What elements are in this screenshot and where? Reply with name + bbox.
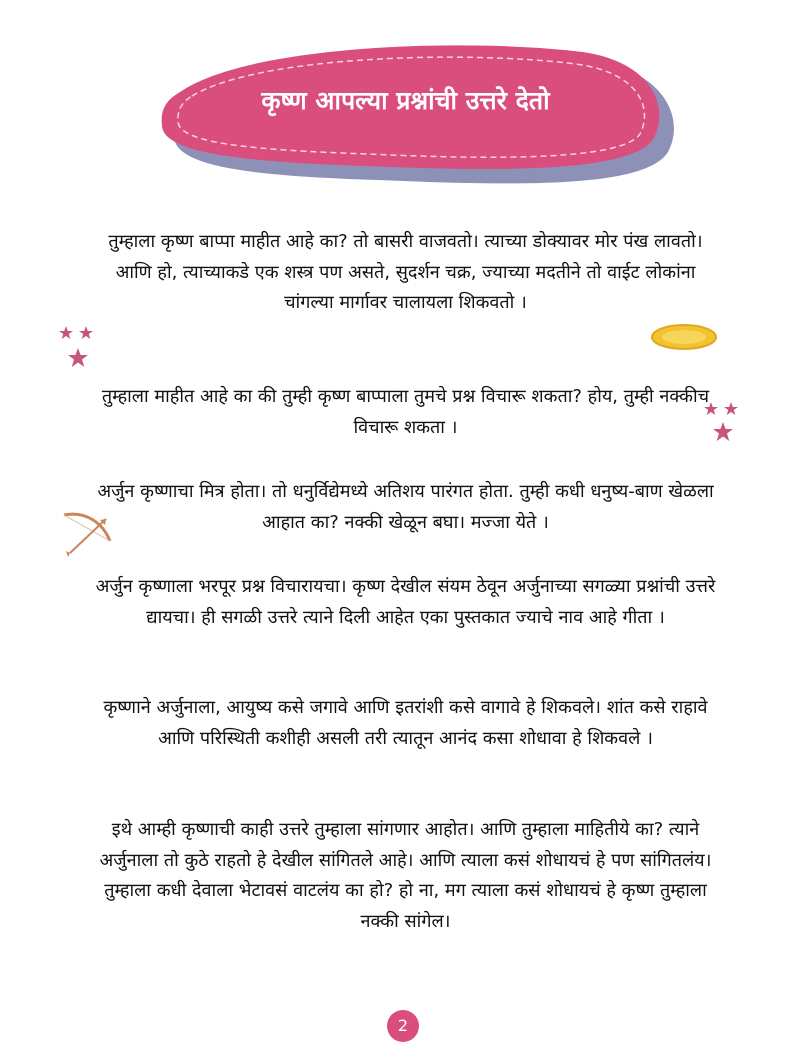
paragraph-1: तुम्हाला कृष्ण बाप्पा माहीत आहे का? तो बासरी वाजवतो। त्याच्या डोक्यावर मोर पंख लावतो। आणि हो, त्याच्याकडे एक शस्त्र पण असते, सुदर्शन चक्र, ज्याच्या मदतीने तो वाईट लोकांना चांगल्या मार्गावर चालायला शिकवतो । [108, 231, 703, 313]
page-title: कृष्ण आपल्या प्रश्नांची उत्तरे देतो [261, 86, 550, 115]
paragraph-3: अर्जुन कृष्णाचा मित्र होता। तो धनुर्विद्येमध्ये अतिशय पारंगत होता. तुम्ही कधी धनुष्य-बाण खेळला आहात का? नक्की खेळून बघा। मज्जा येते । [97, 481, 714, 533]
paragraph-2: तुम्हाला माहीत आहे का की तुम्ही कृष्ण बाप्पाला तुमचे प्रश्न विचारू शकता? होय, तुम्ही नक्कीच विचारू शकता । [101, 386, 710, 438]
page-number: 2 [387, 1010, 419, 1042]
paragraph-4: अर्जुन कृष्णाला भरपूर प्रश्न विचारायचा। कृष्ण देखील संयम ठेवून अर्जुनाच्या सगळ्या प्रश्नांची उत्तरे द्यायचा। ही सगळी उत्तरे त्याने दिली आहेत एका पुस्तकात ज्याचे नाव आहे गीता । [95, 576, 716, 628]
stars-icon-right [703, 400, 743, 446]
bow-arrow-icon [58, 507, 118, 559]
stars-icon [58, 322, 100, 374]
paragraph-6: इथे आम्ही कृष्णाची काही उत्तरे तुम्हाला सांगणार आहोत। आणि तुम्हाला माहितीये का? त्याने अर्जुनाला तो कुठे राहतो हे देखील सांगितले आहे। आणि त्याला कसं शोधायचं हे पण सांगितलंय। तुम्हाला कधी देवाला भेटावसं वाटलंय का हो? हो ना, मग त्याला कसं शोधायचं हे कृष्ण तुम्हाला नक्की सांगेल। [99, 819, 712, 932]
sudarshan-chakra-icon [650, 322, 718, 352]
paragraph-5: कृष्णाने अर्जुनाला, आयुष्य कसे जगावे आणि इतरांशी कसे वागावे हे शिकवले। शांत कसे राहावे आणि परिस्थिती कशीही असली तरी त्यातून आनंद कसा शोधावा हे शिकवले । [103, 697, 708, 749]
